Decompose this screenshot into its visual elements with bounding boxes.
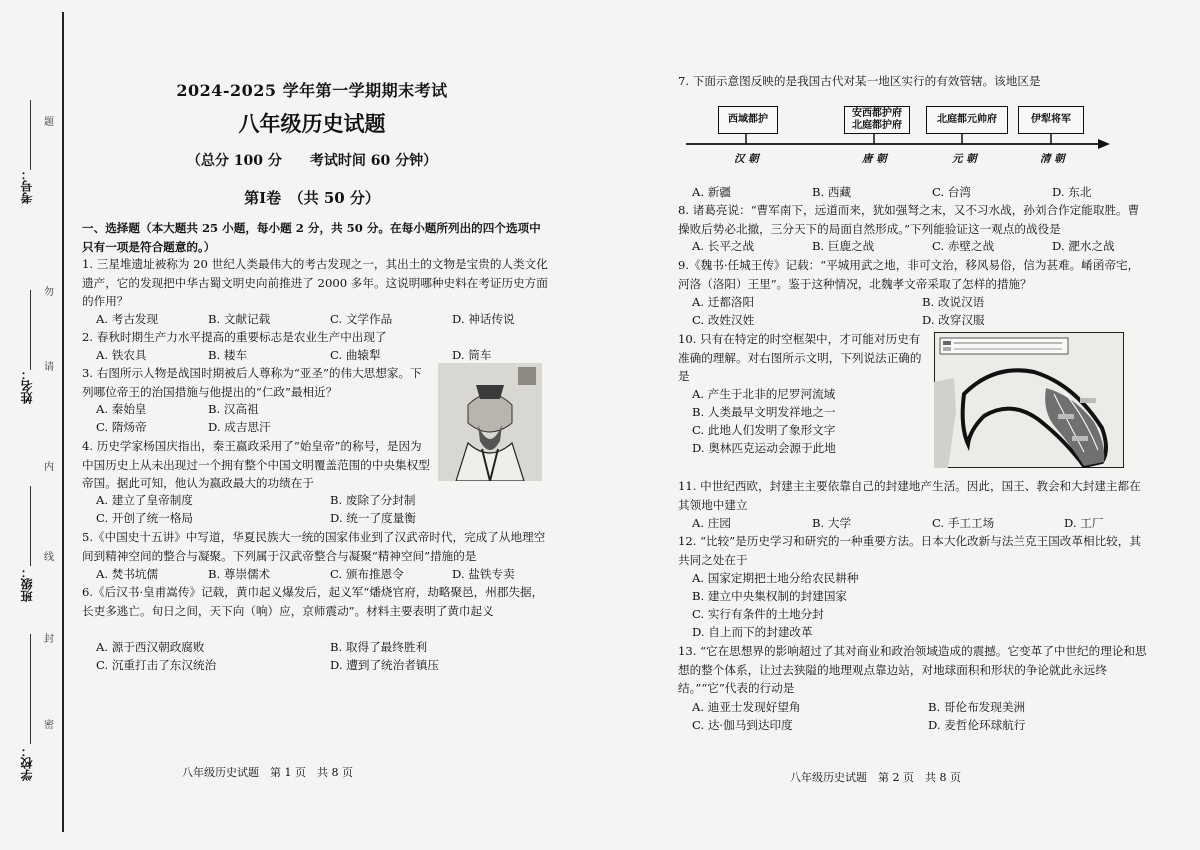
name-field[interactable]: [30, 290, 31, 370]
page-footer: 八年级历史试题 第 1 页 共 8 页: [182, 766, 353, 779]
question-2-stem: 2. 春秋时期生产力水平提高的重要标志是农业生产中出现了: [82, 330, 387, 344]
question-5-options: [96, 565, 552, 583]
option-d[interactable]: D. 麦哲伦环球航行: [928, 718, 1026, 732]
question-9-options-row2: [692, 311, 1148, 329]
option-d[interactable]: D. 盐铁专卖: [452, 567, 515, 581]
question-9-stem: 9.《魏书·任城王传》记载：“平城用武之地，非可文治，移风易俗，信为甚难。崤函帝宅，河洛（洛阳）王里”。鉴于这种情况，北魏孝文帝采取了怎样的措施？: [678, 258, 1140, 291]
option-d[interactable]: D. 东北: [1052, 185, 1092, 199]
option-b[interactable]: B. 文献记载: [208, 312, 271, 326]
option-c[interactable]: C. 此地人们发明了象形文字: [692, 423, 836, 437]
question-12-stem: 12. “比较”是历史学习和研究的一种重要方法。日本大化改新与法兰克王国改革相比较，其共同之处在于: [678, 534, 1141, 567]
option-b[interactable]: B. 大学: [812, 516, 852, 530]
question-3-stem: 3. 右图所示人物是战国时期被后人尊称为“亚圣”的伟大思想家。下列哪位帝王的治国措施与他提出的“仁政”最相近？: [82, 366, 422, 399]
option-d[interactable]: D. 奥林匹克运动会源于此地: [692, 441, 836, 455]
subject-title: 八年级历史试题: [238, 111, 386, 136]
class-field[interactable]: [30, 486, 31, 566]
option-c[interactable]: C. 文学作品: [330, 312, 393, 326]
option-a[interactable]: A. 秦始皇: [96, 402, 147, 416]
exam-number-field[interactable]: [30, 100, 31, 170]
option-d[interactable]: D. 统一了度量衡: [330, 511, 416, 525]
option-a[interactable]: A. 铁农具: [96, 348, 147, 362]
question-6-options-row2: [96, 656, 552, 674]
option-b[interactable]: B. 人类最早文明发祥地之一: [692, 405, 836, 419]
option-b[interactable]: B. 取得了最终胜利: [330, 640, 428, 654]
option-a[interactable]: A. 长平之战: [692, 239, 755, 253]
option-a[interactable]: A. 考古发现: [96, 312, 159, 326]
question-6-stem: 6.《后汉书·皇甫嵩传》记载，黄巾起义爆发后，起义军“燔烧官府，劫略聚邑，州郡失据，长吏多逃亡。旬日之间，天下向（响）应，京师震动”。材料主要表明了黄巾起义: [82, 585, 544, 618]
option-c[interactable]: C. 颁布推恩令: [330, 567, 404, 581]
option-a[interactable]: A. 迁都洛阳: [692, 295, 755, 309]
question-12-option-c: [692, 605, 1148, 623]
question-8-options: [692, 237, 1148, 255]
option-c[interactable]: C. 隋炀帝: [96, 420, 147, 434]
option-d[interactable]: D. 改穿汉服: [922, 313, 985, 327]
mesopotamia-map-image: [934, 332, 1124, 468]
question-2-options: [96, 346, 552, 364]
seal-char: 封: [44, 634, 54, 645]
question-13-options-row2: [692, 716, 1148, 734]
option-a[interactable]: A. 新疆: [692, 185, 731, 199]
option-b[interactable]: B. 哥伦布发现美洲: [928, 700, 1026, 714]
question-7-stem: 7. 下面示意图反映的是我国古代对某一地区实行的有效管辖。该地区是: [678, 74, 1041, 88]
binding-line: [62, 12, 64, 832]
seal-char: 勿: [44, 287, 54, 298]
option-c[interactable]: C. 改姓汉姓: [692, 313, 755, 327]
option-d[interactable]: D. 自上而下的封建改革: [692, 625, 813, 639]
option-c[interactable]: C. 手工工场: [932, 516, 995, 530]
question-3-options-row2: [96, 418, 426, 436]
timeline-box-han: 西域都护: [718, 106, 778, 134]
question-13-options-row1: [692, 698, 1148, 716]
option-b[interactable]: B. 尊崇儒术: [208, 567, 271, 581]
option-a[interactable]: A. 焚书坑儒: [96, 567, 159, 581]
question-10-stem: 10. 只有在特定的时空框架中，才可能对历史有准确的理解。对右图所示文明，下列说法正确的是: [678, 332, 922, 383]
option-d[interactable]: D. 淝水之战: [1052, 239, 1115, 253]
option-a[interactable]: A. 庄园: [692, 516, 731, 530]
question-11-options: [692, 514, 1148, 532]
timeline-label-yuan: 元 朝: [952, 153, 977, 165]
page-footer: 八年级历史试题 第 2 页 共 8 页: [790, 771, 961, 784]
option-c[interactable]: C. 台湾: [932, 185, 972, 199]
question-10-option-c: [692, 421, 932, 439]
seal-char: 线: [44, 552, 54, 563]
option-c[interactable]: C. 达·伽马到达印度: [692, 718, 793, 732]
option-b[interactable]: B. 建立中央集权制的封建国家: [692, 589, 848, 603]
question-4-options-row1: [96, 491, 436, 509]
option-b[interactable]: B. 巨鹿之战: [812, 239, 875, 253]
option-b[interactable]: B. 耧车: [208, 348, 248, 362]
volume-title: 第Ⅰ卷 （共 50 分）: [244, 189, 380, 207]
option-b[interactable]: B. 西藏: [812, 185, 852, 199]
school-field[interactable]: [30, 634, 31, 744]
option-c[interactable]: C. 沉重打击了东汉统治: [96, 658, 217, 672]
name-label: 姓名：: [20, 368, 34, 404]
exam-number-label: 考号：: [20, 168, 34, 204]
question-1-stem: 1. 三星堆遗址被称为 20 世纪人类最伟大的考古发现之一，其出土的文物是宝贵的人类文化遗产，它的发现把中华古蜀文明史向前推进了 2000 多年。这说明哪种史料在考证历史方面的作用？: [82, 257, 548, 308]
question-8-stem: 8. 诸葛亮说：“曹军南下，远道而来，犹如强弩之末，又不习水战，孙刘合作定能取胜。曹操败后势必北撤，三分天下的局面自然形成。”下列能验证这一观点的战役是: [678, 203, 1140, 236]
seal-char: 请: [44, 362, 54, 373]
question-10-option-b: [692, 403, 932, 421]
question-9-options-row1: [692, 293, 1148, 311]
question-1-options: [96, 310, 552, 328]
section-heading: 一、选择题（本大题共 25 小题，每小题 2 分，共 50 分。在每小题所列出的四个选项中只有一项是符合题意的。）: [82, 221, 541, 254]
option-c[interactable]: C. 开创了统一格局: [96, 511, 193, 525]
question-7-options: [692, 183, 1148, 201]
exam-title: 2024-2025 学年第一学期期末考试: [176, 81, 448, 100]
option-d[interactable]: D. 神话传说: [452, 312, 515, 326]
question-10-option-a: [692, 385, 932, 403]
question-10-option-d: [692, 439, 932, 457]
option-d[interactable]: D. 遭到了统治者镇压: [330, 658, 440, 672]
option-a[interactable]: A. 迪亚士发现好望角: [692, 700, 801, 714]
question-5-stem: 5.《中国史十五讲》中写道，华夏民族大一统的国家伟业到了汉武帝时代，完成了从地理空间到精神空间的整合与凝聚。下列属于汉武帝整合与凝聚“精神空间”措施的是: [82, 530, 546, 563]
option-a[interactable]: A. 国家定期把土地分给农民耕种: [692, 571, 859, 585]
school-label: 学校：: [20, 745, 34, 781]
timeline-box-yuan: 北庭都元帅府: [926, 106, 1008, 134]
option-b[interactable]: B. 废除了分封制: [330, 493, 416, 507]
governance-timeline-diagram: [678, 96, 1118, 170]
question-12-option-d: [692, 623, 1148, 641]
option-c[interactable]: C. 赤壁之战: [932, 239, 995, 253]
option-d[interactable]: D. 成吉思汗: [208, 420, 271, 434]
mencius-portrait-image: [438, 363, 542, 481]
seal-char: 内: [44, 462, 54, 473]
question-3-options-row1: [96, 400, 426, 418]
option-a[interactable]: A. 源于西汉朝政腐败: [96, 640, 205, 654]
question-6-options-row1: [96, 638, 552, 656]
timeline-label-qing: 清 朝: [1040, 153, 1065, 165]
option-b[interactable]: B. 汉高祖: [208, 402, 259, 416]
timeline-box-tang: 安西都护府 北庭都护府: [844, 106, 910, 134]
option-d[interactable]: D. 筒车: [452, 348, 492, 362]
question-13-stem: 13. “它在思想界的影响超过了其对商业和政治领域造成的震撼。它变革了中世纪的理论和思想的整个体系，让过去狭隘的地理观点靠边站，对地球面积和形状的争论就此永远终结。”“它”代表的行动是: [678, 644, 1147, 695]
option-d[interactable]: D. 工厂: [1064, 516, 1104, 530]
seal-char: 密: [44, 720, 54, 731]
timeline-label-tang: 唐 朝: [862, 153, 887, 165]
question-4-stem: 4. 历史学家杨国庆指出，秦王嬴政采用了“始皇帝”的称号，是因为中国历史上从未出现过一个拥有整个中国文明覆盖范围的中央集权型帝国。据此可知，他认为嬴政最大的功绩在于: [82, 439, 430, 490]
seal-char: 题: [44, 117, 54, 128]
question-11-stem: 11. 中世纪西欧，封建主主要依靠自己的封建地产生活。因此，国王、教会和大封建主都在其领地中建立: [678, 479, 1141, 512]
timeline-label-han: 汉 朝: [734, 153, 759, 165]
question-4-options-row2: [96, 509, 436, 527]
timeline-box-qing: 伊犁将军: [1018, 106, 1084, 134]
class-label: 班级：: [20, 566, 34, 602]
option-a[interactable]: A. 产生于北非的尼罗河流域: [692, 387, 836, 401]
option-c[interactable]: C. 曲辕犁: [330, 348, 381, 362]
score-time-line: （总分 100 分 考试时间 60 分钟）: [186, 153, 438, 169]
option-c[interactable]: C. 实行有条件的土地分封: [692, 607, 824, 621]
option-b[interactable]: B. 改说汉语: [922, 295, 985, 309]
question-12-option-a: [692, 569, 1148, 587]
question-12-option-b: [692, 587, 1148, 605]
option-a[interactable]: A. 建立了皇帝制度: [96, 493, 193, 507]
